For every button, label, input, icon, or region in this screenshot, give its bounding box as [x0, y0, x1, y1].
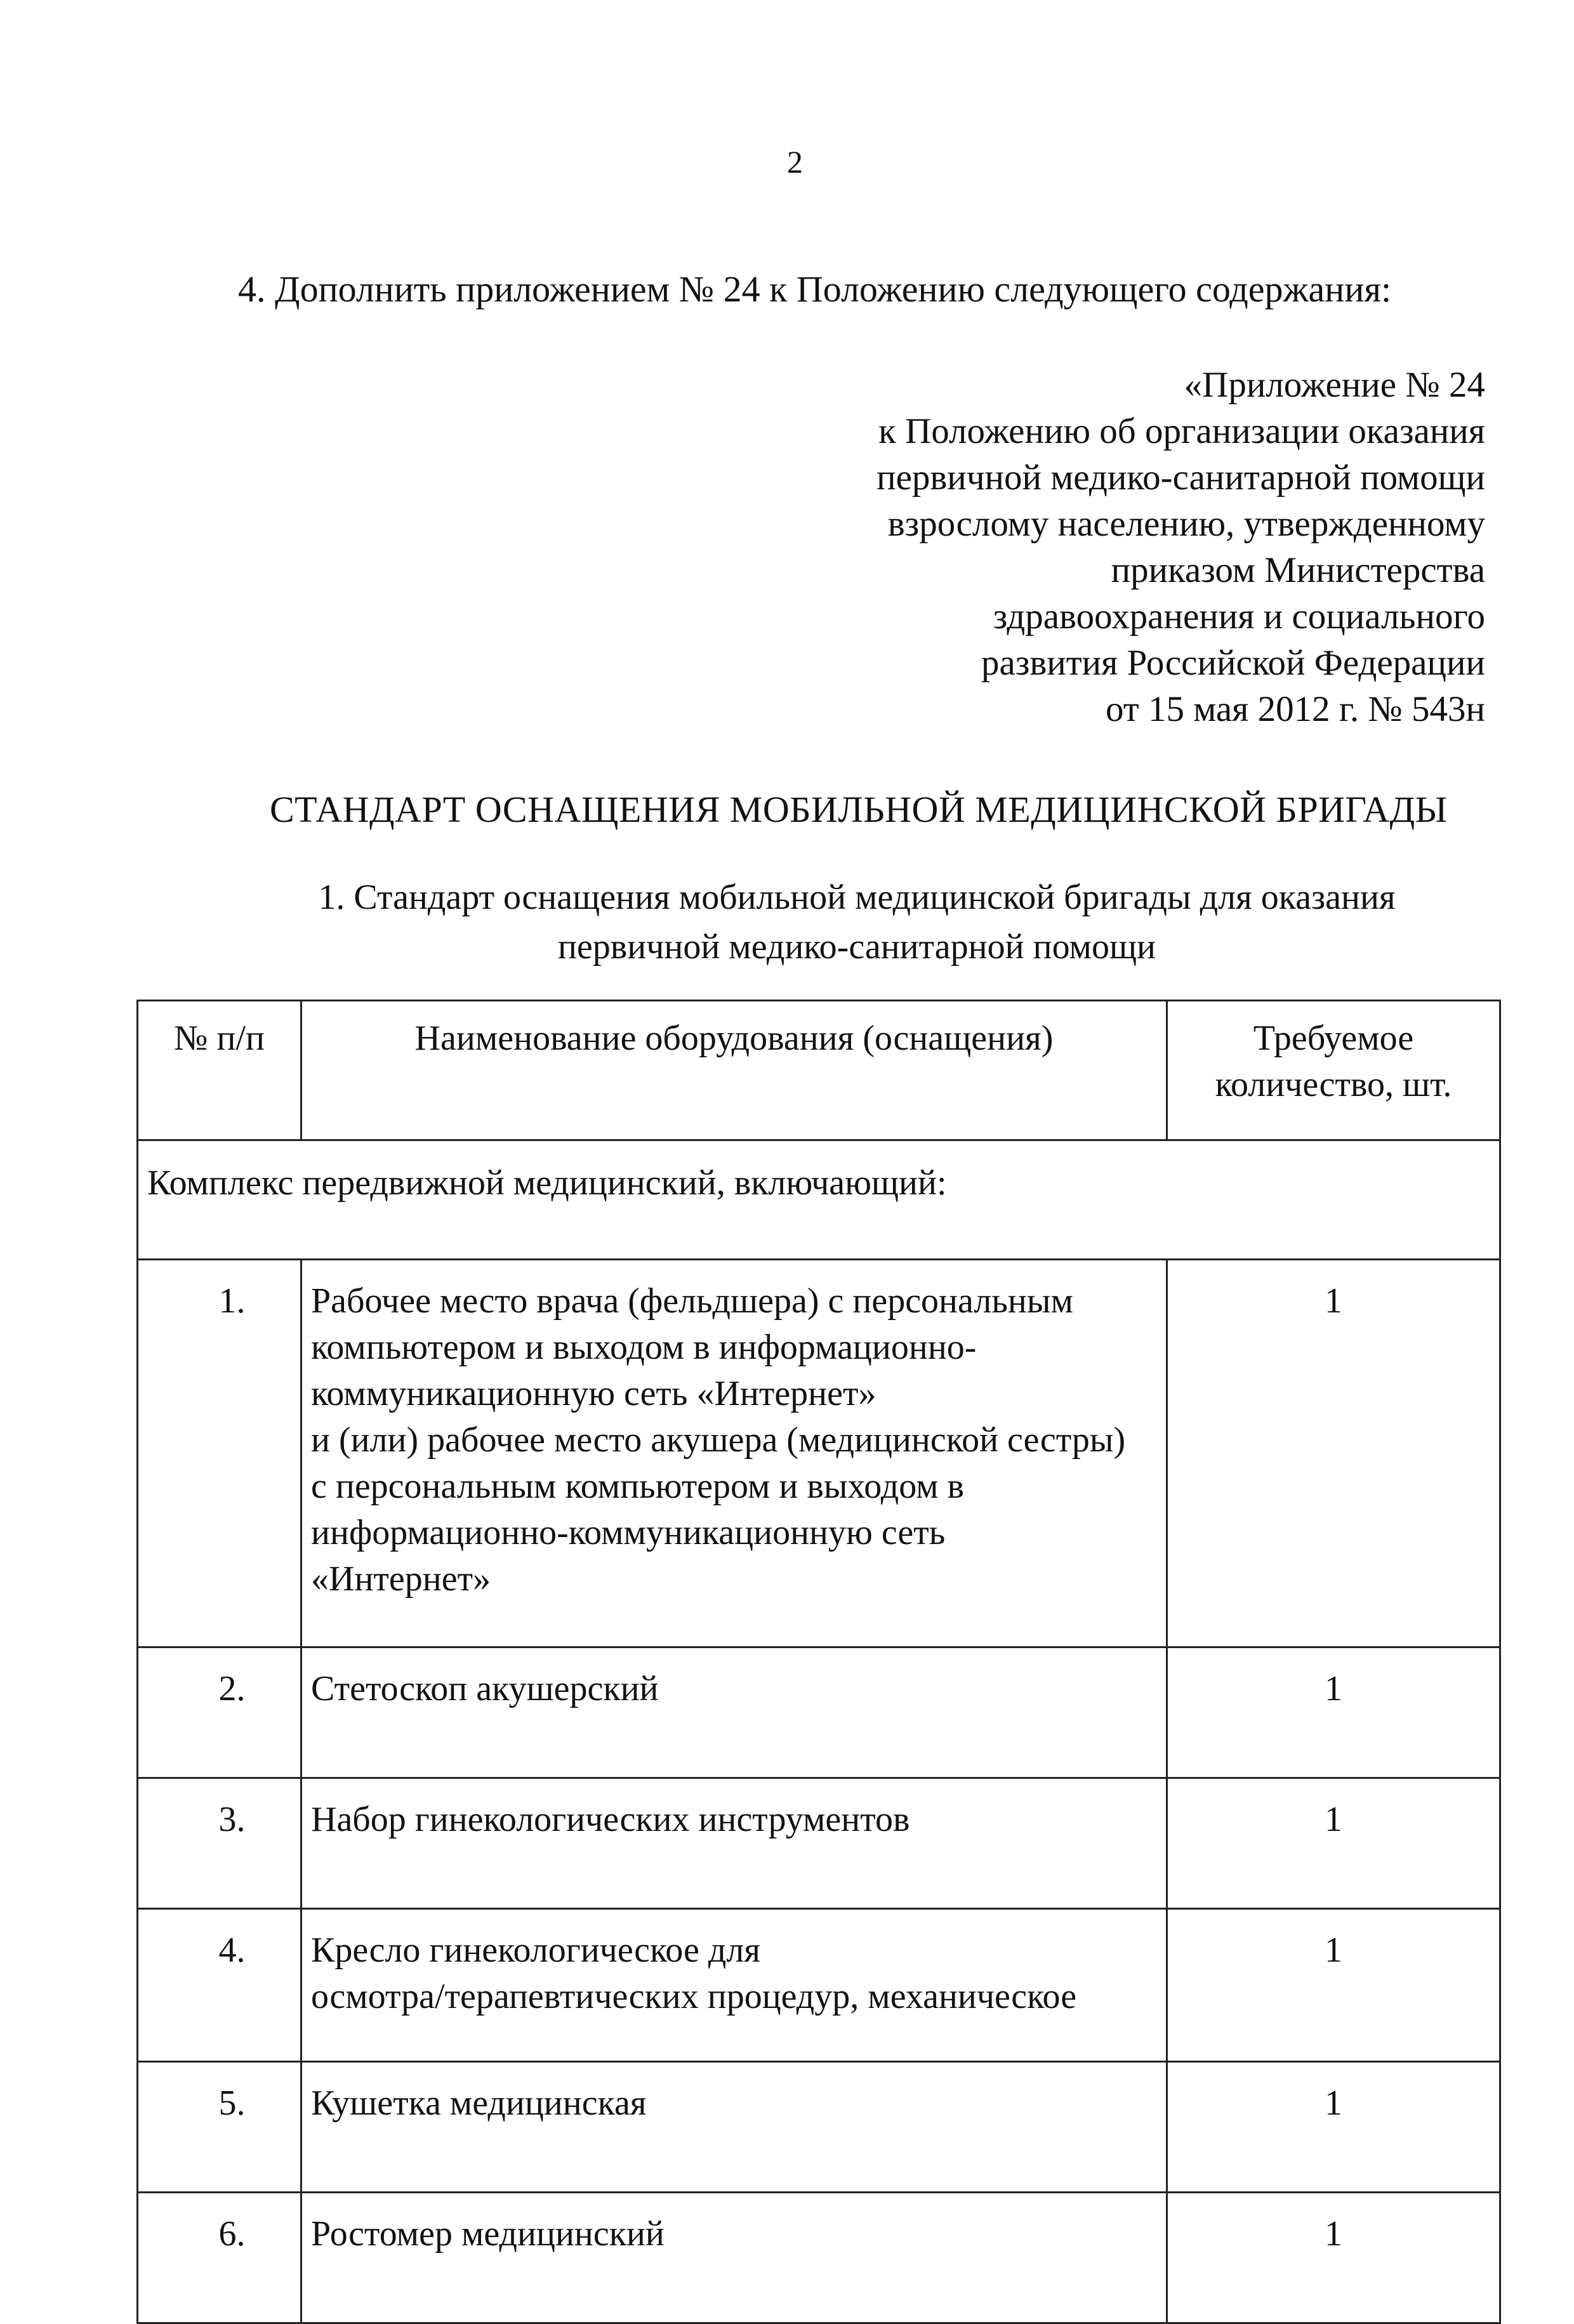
- row-number: 3.: [138, 1778, 301, 1909]
- row-number: 6.: [138, 2193, 301, 2323]
- row-name-line: Ростомер медицинский: [311, 2214, 665, 2254]
- header-number: № п/п: [138, 1001, 301, 1140]
- appendix-line: взрослому населению, утвержденному: [887, 504, 1485, 544]
- table-row: [138, 1260, 1500, 1647]
- row-name-line: осмотра/терапевтических процедур, механическое: [311, 1977, 1077, 2016]
- table-row: [138, 2193, 1500, 2323]
- row-quantity: 1: [1167, 1909, 1500, 2062]
- row-quantity: 1: [1167, 2193, 1500, 2323]
- row-name-line: информационно-коммуникационную сеть: [311, 1513, 946, 1552]
- group-row: [138, 1140, 1500, 1260]
- row-number: 2.: [138, 1647, 301, 1778]
- table-row: [138, 1778, 1500, 1909]
- equipment-table: [136, 1000, 1501, 2324]
- header-quantity-line: Требуемое: [1253, 1019, 1414, 1058]
- section-title: [0, 873, 1574, 972]
- appendix-line: от 15 мая 2012 г. № 543н: [1106, 689, 1485, 729]
- table-row: [138, 1647, 1500, 1778]
- instruction-paragraph: 4. Дополнить приложением № 24 к Положению следующего содержания:: [238, 268, 1392, 310]
- row-quantity: 1: [1167, 1260, 1500, 1647]
- row-name-line: коммуникационную сеть «Интернет»: [311, 1374, 876, 1413]
- row-name: [301, 2193, 1167, 2323]
- row-name: [301, 1778, 1167, 1909]
- row-name-line: «Интернет»: [311, 1559, 491, 1599]
- row-name-line: Кушетка медицинская: [311, 2083, 647, 2123]
- appendix-line: приказом Министерства: [1111, 550, 1485, 590]
- table-row: [138, 1909, 1500, 2062]
- row-name-line: Набор гинекологических инструментов: [311, 1800, 910, 1839]
- row-number: 4.: [138, 1909, 301, 2062]
- section-title-line: первичной медико-санитарной помощи: [557, 927, 1156, 967]
- row-number: 1.: [138, 1260, 301, 1647]
- group-label: Комплекс передвижной медицинский, включающий:: [138, 1140, 1500, 1260]
- row-name-line: и (или) рабочее место акушера (медицинской сестры): [311, 1420, 1126, 1460]
- row-quantity: 1: [1167, 1778, 1500, 1909]
- appendix-line: развития Российской Федерации: [981, 643, 1485, 683]
- table-row: [138, 2062, 1500, 2193]
- row-number: 5.: [138, 2062, 301, 2193]
- appendix-line: первичной медико-санитарной помощи: [876, 458, 1485, 498]
- appendix-line: к Положению об организации оказания: [878, 411, 1485, 451]
- row-name-line: Рабочее место врача (фельдшера) с персональным: [311, 1281, 1073, 1321]
- row-name: [301, 1909, 1167, 2062]
- row-name: [301, 1260, 1167, 1647]
- page-number: 2: [787, 144, 803, 180]
- row-name-line: с персональным компьютером и выходом в: [311, 1467, 964, 1506]
- document-title: СТАНДАРТ ОСНАЩЕНИЯ МОБИЛЬНОЙ МЕДИЦИНСКОЙ БРИГАДЫ: [270, 789, 1448, 830]
- table-header-row: [138, 1001, 1500, 1140]
- row-name: [301, 2062, 1167, 2193]
- section-title-line: 1. Стандарт оснащения мобильной медицинской бригады для оказания: [318, 878, 1396, 917]
- row-name-line: Стетоскоп акушерский: [311, 1669, 659, 1708]
- row-quantity: 1: [1167, 1647, 1500, 1778]
- appendix-line: здравоохранения и социального: [993, 597, 1485, 637]
- appendix-header: [660, 362, 1485, 732]
- row-name-line: Кресло гинекологическое для: [311, 1931, 761, 1970]
- row-quantity: 1: [1167, 2062, 1500, 2193]
- header-name: Наименование оборудования (оснащения): [301, 1001, 1167, 1140]
- header-quantity-line: количество, шт.: [1215, 1065, 1452, 1104]
- row-name: [301, 1647, 1167, 1778]
- appendix-line: «Приложение № 24: [1184, 365, 1485, 405]
- header-quantity: [1167, 1001, 1500, 1140]
- row-name-line: компьютером и выходом в информационно-: [311, 1328, 977, 1367]
